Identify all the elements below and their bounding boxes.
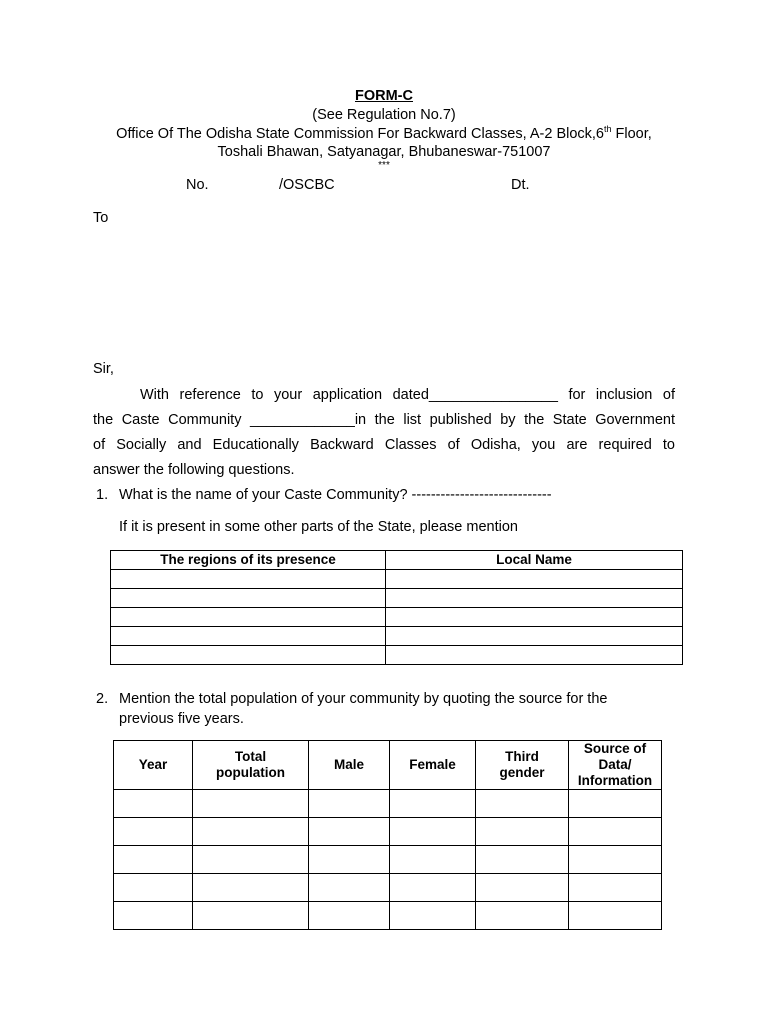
male-cell[interactable] <box>309 818 390 846</box>
question2-text-line2: previous five years. <box>119 711 244 727</box>
body-line: the Caste Community _____________in the list published by the State Government <box>93 412 675 428</box>
table-row <box>114 874 662 902</box>
addressee-label: To <box>93 210 109 226</box>
local-name-cell[interactable] <box>386 570 683 589</box>
third-gender-cell[interactable] <box>476 874 569 902</box>
reference-number-label: No. <box>186 177 209 193</box>
local-name-cell[interactable] <box>386 646 683 665</box>
population-table <box>113 740 662 930</box>
table-row <box>111 589 683 608</box>
source-cell[interactable] <box>569 874 662 902</box>
body-line: With reference to your application dated________________ for inclusion of <box>140 387 675 403</box>
question1-subtext: If it is present in some other parts of the State, please mention <box>119 519 518 535</box>
year-cell[interactable] <box>114 790 193 818</box>
source-cell[interactable] <box>569 846 662 874</box>
body-line: answer the following questions. <box>93 462 295 478</box>
region-cell[interactable] <box>111 608 386 627</box>
date-label: Dt. <box>511 177 530 193</box>
local-name-cell[interactable] <box>386 608 683 627</box>
third-gender-cell[interactable] <box>476 790 569 818</box>
total-population-cell[interactable] <box>193 846 309 874</box>
column-header-third-gender: Third gender <box>476 741 569 790</box>
male-cell[interactable] <box>309 790 390 818</box>
female-cell[interactable] <box>390 874 476 902</box>
year-cell[interactable] <box>114 874 193 902</box>
column-header-source: Source of Data/ Information <box>569 741 662 790</box>
office-address-line1: Office Of The Odisha State Commission For Backward Classes, A-2 Block,6th Floor, <box>116 124 652 142</box>
question2-text-line1: Mention the total population of your community by quoting the source for the <box>119 691 608 707</box>
source-cell[interactable] <box>569 902 662 930</box>
table-row <box>114 790 662 818</box>
oscbc-label: /OSCBC <box>279 177 335 193</box>
total-population-cell[interactable] <box>193 874 309 902</box>
table-row <box>114 902 662 930</box>
third-gender-cell[interactable] <box>476 846 569 874</box>
regulation-reference: (See Regulation No.7) <box>312 107 456 123</box>
office-address-line2: Toshali Bhawan, Satyanagar, Bhubaneswar-751007 <box>217 144 551 160</box>
table-row <box>111 646 683 665</box>
regions-table <box>110 550 683 665</box>
form-title: FORM-C <box>355 88 413 104</box>
third-gender-cell[interactable] <box>476 818 569 846</box>
third-gender-cell[interactable] <box>476 902 569 930</box>
female-cell[interactable] <box>390 818 476 846</box>
male-cell[interactable] <box>309 902 390 930</box>
body-line: of Socially and Educationally Backward Classes of Odisha, you are required to <box>93 437 675 453</box>
salutation: Sir, <box>93 361 114 377</box>
table-row <box>111 570 683 589</box>
column-header-male: Male <box>309 741 390 790</box>
female-cell[interactable] <box>390 790 476 818</box>
column-header-year: Year <box>114 741 193 790</box>
total-population-cell[interactable] <box>193 902 309 930</box>
source-cell[interactable] <box>569 790 662 818</box>
region-cell[interactable] <box>111 570 386 589</box>
table-row <box>114 846 662 874</box>
female-cell[interactable] <box>390 846 476 874</box>
female-cell[interactable] <box>390 902 476 930</box>
table-row <box>114 818 662 846</box>
column-header-female: Female <box>390 741 476 790</box>
table-row <box>111 608 683 627</box>
total-population-cell[interactable] <box>193 790 309 818</box>
year-cell[interactable] <box>114 902 193 930</box>
column-header-local-name: Local Name <box>386 551 683 570</box>
local-name-cell[interactable] <box>386 627 683 646</box>
separator-stars: *** <box>378 160 390 171</box>
source-cell[interactable] <box>569 818 662 846</box>
region-cell[interactable] <box>111 627 386 646</box>
total-population-cell[interactable] <box>193 818 309 846</box>
year-cell[interactable] <box>114 818 193 846</box>
table-header-row <box>114 741 662 790</box>
superscript-th: th <box>604 124 612 135</box>
column-header-regions: The regions of its presence <box>111 551 386 570</box>
table-row <box>111 627 683 646</box>
male-cell[interactable] <box>309 846 390 874</box>
question-number: 2. <box>96 691 109 707</box>
region-cell[interactable] <box>111 646 386 665</box>
question1-text: What is the name of your Caste Community? ----------------------------- <box>119 487 552 503</box>
region-cell[interactable] <box>111 589 386 608</box>
table-header-row <box>111 551 683 570</box>
column-header-total-population: Total population <box>193 741 309 790</box>
question-number: 1. <box>96 487 109 503</box>
male-cell[interactable] <box>309 874 390 902</box>
year-cell[interactable] <box>114 846 193 874</box>
local-name-cell[interactable] <box>386 589 683 608</box>
